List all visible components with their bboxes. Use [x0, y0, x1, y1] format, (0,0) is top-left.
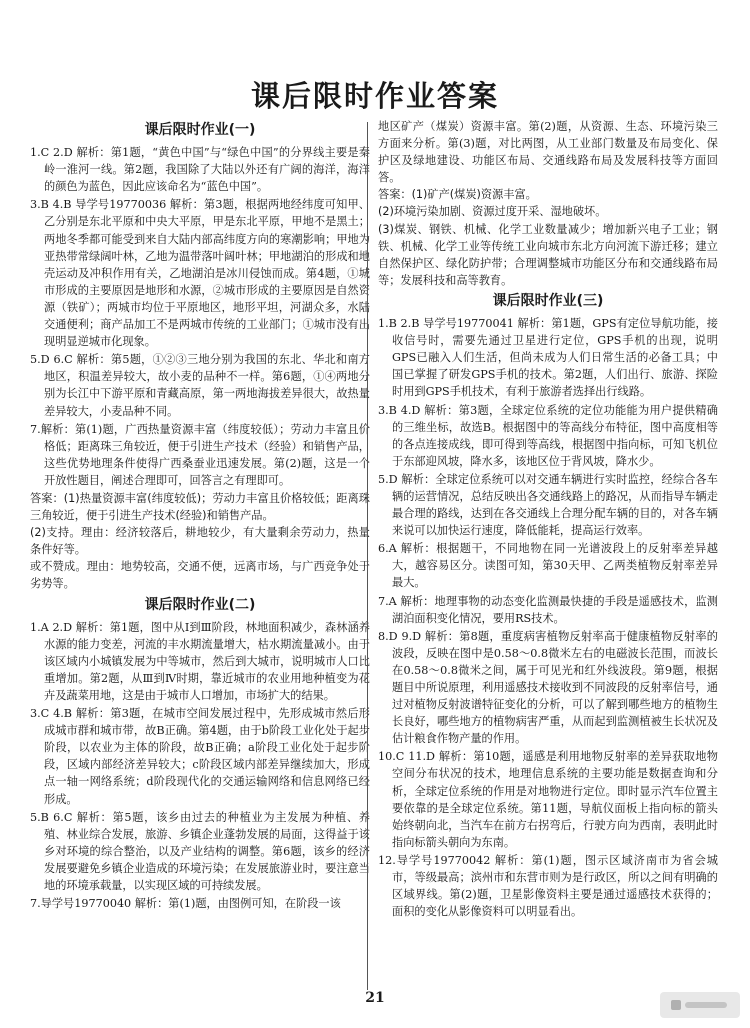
answer-item: 1.B 2.B 导学号19770041 解析：第1题，GPS有定位导航功能，接收信号时，需要先通过卫星进行定位，GPS手机的出现，说明GPS已融入人们生活，但尚未成为人们日常生活的必备工具；中国已掌握了研发GPS手机的技术。第2题，人们出行、旅游、探险时用到GPS手机技术，有利于旅游者选择出行线路。	[378, 317, 718, 399]
section-heading-3: 课后限时作业(三)	[492, 292, 604, 309]
answer-item: 1.C 2.D 解析：第1题，“黄色中国”与“绿色中国”的分界线主要是秦岭一淮河一线。第2题，我国除了大陆以外还有广阔的海洋，海洋的颜色为蓝色，因此应该命名为“蓝色中国”。	[30, 146, 370, 194]
answer-item: 7.导学号19770040 解析：第(1)题，由图例可知，在阶段一该	[30, 897, 341, 911]
left-column	[30, 118, 370, 988]
answer-item: 3.C 4.B 解析：第3题，在城市空间发展过程中，先形成城市然后形成城市群和城市带，故B正确。第4题，由于b阶段工业化处于起步阶段，以农业为主体的阶段，故B正确；a阶段工业化处于起步阶段，区域内部经济差异较大；c阶段区域内部差异继续加大，形成点一轴一网络系统；d阶段现代化的交通运输网络和信息网络已经形成。	[30, 707, 370, 806]
answer-item: 6.A 解析：根据题干，不同地物在同一光谱波段上的反射率差异越大，越容易区分。读图可知，第30天甲、乙两类植物反射率差异最大。	[378, 542, 718, 590]
section-heading-1: 课后限时作业(一)	[144, 122, 256, 138]
answer-item: 5.D 6.C 解析：第5题，①②③三地分别为我国的东北、华北和南方地区，积温差异较大，故小麦的品种不一样。第6题，①④两地分别为长江中下游平原和青藏高原，第一两地海拔差异很大，故热量差异较大，小麦品种不同。	[30, 353, 370, 418]
answer-item: 7.A 解析：地理事物的动态变化监测最快捷的手段是遥感技术，监测湖泊面积变化情况，要用RS技术。	[378, 594, 718, 625]
answer-text: (2)支持。理由：经济较落后，耕地较少，有大量剩余劳动力，热量条件好等。	[30, 526, 370, 557]
watermark-icon	[670, 998, 730, 1012]
answer-text: 答案：(1)热量资源丰富(纬度较低)；劳动力丰富且价格较低；距离珠三角较近，便于引进生产技术(经验)和销售产品。	[30, 491, 370, 523]
answer-text: (3)煤炭、钢铁、机械、化学工业数量减少；增加新兴电子工业；钢铁、机械、化学工业等传统工业向城市东北方向河流下游迁移；建立自然保护区、绿化防护带；合理调整城市功能区分布和交通线路布局等；发展科技和高等教育。	[378, 222, 718, 287]
page-number: 21	[365, 990, 385, 1006]
answer-text: (2)环境污染加剧、资源过度开采、湿地破坏。	[378, 205, 607, 219]
answer-item: 1.A 2.D 解析：第1题，图中从Ⅰ到Ⅲ阶段，林地面积减少，森林涵养水源的能力变差，河流的丰水期流量增大，枯水期流量减小。由于该区域内小城镇发展为中等城市，然后到大城市，说明城市人口比重增加。第2题，从Ⅲ到Ⅳ时期，靠近城市的农业用地种植变为花卉及蔬菜用地，这是由于城市人口增加，市场扩大的结果。	[30, 620, 370, 702]
right-column	[378, 118, 718, 988]
continued-text: 地区矿产（煤炭）资源丰富。第(2)题，从资源、生态、环境污染三方面来分析。第(3)题，对比两图，从工业部门数量及布局变化、保护区及绿地建设、功能区布局、交通线路布局及发展科技等方面回答。	[378, 120, 718, 185]
section-heading-2: 课后限时作业(二)	[144, 596, 256, 613]
answer-item: 3.B 4.D 解析：第3题，全球定位系统的定位功能能为用户提供精确的三维坐标，故选B。根据图中的等高线分布特征，图中高度相等的各点连接成线，即可得到等高线，根据图中指向标，可知飞机位于东部迎风坡，降水多，该地区位于背风坡，降水少。	[378, 403, 718, 468]
page-title: 课后限时作业答案	[250, 79, 499, 113]
answer-text: 或不赞成。理由：地势较高，交通不便，远离市场，与广西竞争处于劣势等。	[30, 560, 370, 591]
answer-item: 3.B 4.B 导学号19770036 解析：第3题，根据两地经纬度可知甲、乙分别是东北平原和中央大平原，甲是东北平原，甲地不是黑土；两地冬季都可能受到来自大陆内部高纬度方向的寒潮影响；甲地为亚热带常绿阔叶林，乙地为温带落叶阔叶林；甲地湖泊的形成和地壳运动及冲积作用有关，乙地湖泊是冰川侵蚀而成。第4题，①城市形成的主要原因是地形和水源，②城市形成的主要原因是自然资源（铁矿）；两城市均位于平原地区，地形平坦，河湖众多，水陆交通便利；商产品加工不是两城市传统的工业部门；①城市没有出现明显逆城市化现象。	[30, 198, 370, 349]
answer-item: 10.C 11.D 解析：第10题，遥感是利用地物反射率的差异获取地物空间分布状况的技术，地理信息系统的主要功能是数据查询和分析，全球定位系统的作用是对地物进行定位。即时显示汽车位置主要依靠的是全球定位系统。第11题，导航仪面板上指向标的箭头始终朝向北，当汽车在前方右拐弯后，行驶方向为西南，表明此时指向标箭头朝向为东南。	[378, 750, 718, 849]
answer-item: 12.导学号19770042 解析：第(1)题，图示区域济南市为省会城市，等级最高；滨州市和东营市则为是行政区，所以之间有明确的区域界线。第(2)题，卫星影像资料主要是通过遥感技术获得的；面积的变化从影像资料可以明显看出。	[378, 853, 718, 919]
answer-item: 5.D 解析：全球定位系统可以对交通车辆进行实时监控，经综合各车辆的运营情况，总结反映出各交通线路上的路况，从而指导车辆走最合理的路线，达到在各交通线上合理分配车辆的目的，对各车辆来说可以加快运行速度，降低能耗，提高运行效率。	[378, 472, 718, 538]
answer-item: 5.B 6.C 解析：第5题，该乡由过去的种植业为主发展为种植、养殖、林业综合发展，旅游、乡镇企业蓬勃发展的局面，这得益于该乡对环境的综合整治，以及产业结构的调整。第6题，该乡的经济发展要避免乡镇企业造成的环境污染；在发展旅游业时，要注意当地的环境承载量，以实现区域的可持续发展。	[30, 810, 370, 893]
answer-item: 8.D 9.D 解析：第8题，重度病害植物反射率高于健康植物反射率的波段，反映在图中是0.58～0.8微米左右的电磁波长范围，而波长在0.58～0.8微米之间，属于可见光和红外线波段。第9题，根据题目中所说原理，利用遥感技术接收到不同波段的反射率信号，通过对植物反射波谱特征变化的分析，可以了解到哪些地方的植物生长良好，哪些地方的植物病害严重，从而起到监测植被生长状况及估计粮食作物产量的作用。	[378, 629, 718, 746]
answer-item: 7.解析：第(1)题，广西热量资源丰富（纬度较低）；劳动力丰富且价格低；距离珠三角较近，便于引进生产技术（经验）和销售产品，这些优势地理条件使得广西桑蚕业迅速发展。第(2)题，这是一个开放性题目，阐述合理即可，回答言之有理即可。	[30, 422, 370, 487]
watermark-badge	[660, 992, 740, 1018]
answer-text: 答案：(1)矿产(煤炭)资源丰富。	[378, 188, 537, 202]
column-divider	[367, 122, 368, 990]
